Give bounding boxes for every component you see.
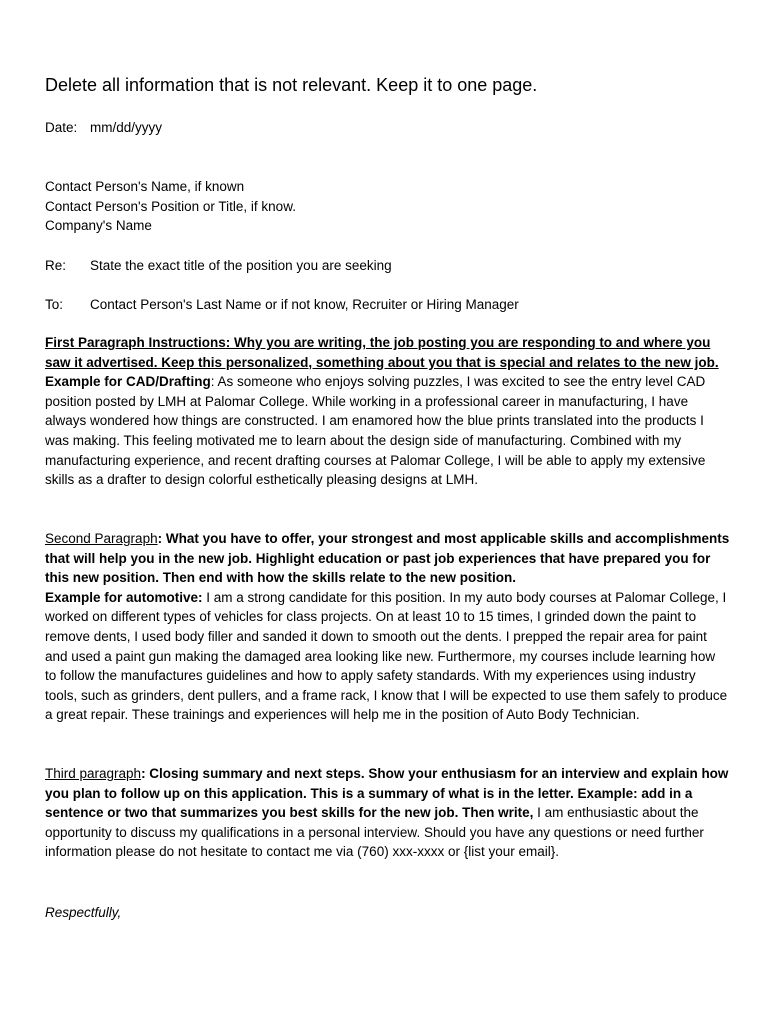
re-value: State the exact title of the position you are seeking xyxy=(90,258,392,273)
date-value: mm/dd/yyyy xyxy=(90,120,163,135)
second-example-label: Example for automotive: xyxy=(45,589,203,605)
page-heading: Delete all information that is not relevant. Keep it to one page. xyxy=(45,75,538,95)
first-example-label: Example for CAD/Drafting xyxy=(45,374,211,390)
date-line xyxy=(45,118,162,137)
re-label: Re: xyxy=(45,258,67,273)
third-paragraph-title: Third paragraph xyxy=(45,766,142,781)
company-name: Company's Name xyxy=(45,218,152,233)
first-example-text: : As someone who enjoys solving puzzles, I was excited to see the entry level CAD position posted by LMH at Palomar College. While working in a professional career in manufacturing, I have always wondered how things are constructed. I am enamored how the blue prints translated into the products I was making. This feeling motivated me to learn about the design side of manufacturing. Combined with my manufacturing experience, and recent drafting courses at Palomar College, I will be able to apply my extensive skills as a drafter to design colorful esthetically pleasing designs at LMH. xyxy=(45,374,706,488)
date-label: Date: xyxy=(45,120,78,135)
first-paragraph xyxy=(45,333,730,490)
signoff: Respectfully, xyxy=(45,905,122,920)
first-paragraph-instructions: : Why you are writing, the job posting you are responding to and where you saw it advertised. Keep this personalized, something about you that is special and relates to the new job. xyxy=(45,335,719,370)
second-example-text: I am a strong candidate for this position. In my auto body courses at Palomar College, I worked on different types of vehicles for class projects. On at least 10 to 15 times, I grinded down the paint to remove dents, I used body filler and sanded it down to smooth out the dents. I prepped the repair area for paint and used a paint gun making the damaged area looking like new. Furthermore, my courses include learning how to follow the manufactures guidelines and how to apply safety standards. With my experiences using industry tools, such as grinders, dent pullers, and a frame rack, I know that I will be expected to use them safely to produce a great repair. These trainings and experiences will help me in the position of Auto Body Technician. xyxy=(45,589,728,723)
third-paragraph-instructions: : Closing summary and next steps. Show your enthusiasm for an interview and explain how you plan to follow up on this application. This is a summary of what is in the letter. Example: add in a sentence or two that summarizes you best skills for the new job. Then write, xyxy=(45,766,729,821)
second-paragraph-title: Second Paragraph xyxy=(45,531,158,546)
to-value: Contact Person's Last Name or if not know, Recruiter or Hiring Manager xyxy=(90,297,519,312)
to-label: To: xyxy=(45,297,64,312)
second-paragraph-instructions: : What you have to offer, your strongest and most applicable skills and accomplishments that will help you in the new job. Highlight education or past job experiences that have prepared you for this new position. Then end with how the skills relate to the new position. xyxy=(45,531,730,586)
re-line xyxy=(45,256,392,275)
second-paragraph xyxy=(45,529,730,725)
first-paragraph-title: First Paragraph Instructions xyxy=(45,335,226,350)
third-closing-text: I am enthusiastic about the opportunity to discuss my qualifications in a personal interview. Should you have any questions or need further information please do not hesitate to contact me via (760) xxx-xxxx or {list your email}. xyxy=(45,805,704,860)
to-line xyxy=(45,295,519,314)
third-paragraph xyxy=(45,764,730,862)
contact-position: Contact Person's Position or Title, if know. xyxy=(45,199,296,214)
contact-name: Contact Person's Name, if known xyxy=(45,179,245,194)
